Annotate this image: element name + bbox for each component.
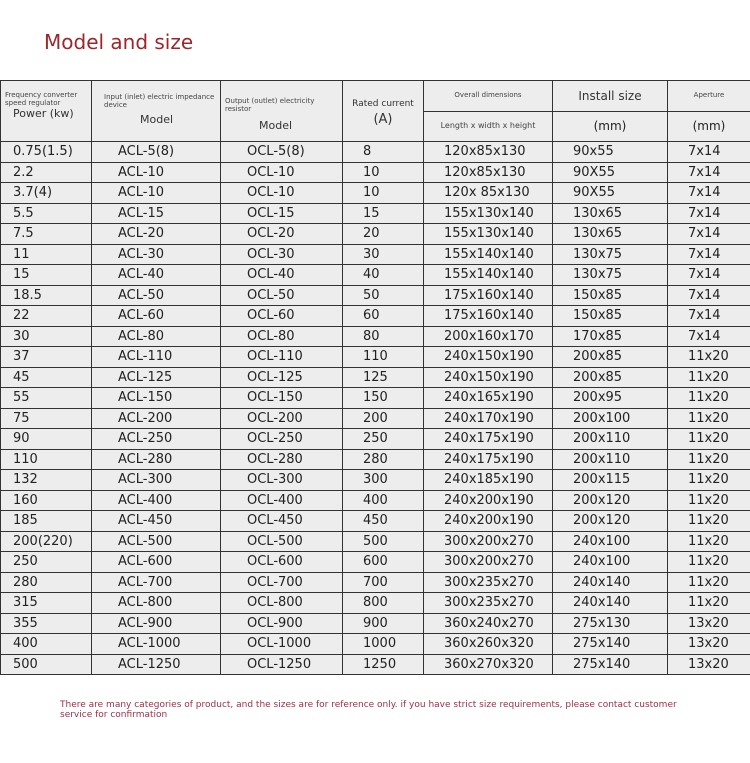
cell-rated-current: 30 [343,244,424,265]
cell-aperture: 11x20 [668,429,750,450]
cell-ocl-model: OCL-500 [221,531,343,552]
cell-ocl-model: OCL-400 [221,490,343,511]
cell-power: 0.75(1.5) [1,142,92,163]
table-row [1,388,750,409]
cell-rated-current: 450 [343,511,424,532]
cell-ocl-model: OCL-40 [221,265,343,286]
cell-rated-current: 600 [343,552,424,573]
cell-acl-model: ACL-50 [92,285,221,306]
header-power-desc: Frequency converter speed regulator [5,91,78,107]
table-row [1,183,750,204]
cell-ocl-model: OCL-150 [221,388,343,409]
cell-acl-model: ACL-800 [92,593,221,614]
cell-rated-current: 500 [343,531,424,552]
cell-power: 30 [1,326,92,347]
cell-dimensions: 120x85x130 [424,142,553,163]
cell-power: 7.5 [1,224,92,245]
cell-aperture: 7x14 [668,142,750,163]
cell-acl-model: ACL-250 [92,429,221,450]
cell-acl-model: ACL-300 [92,470,221,491]
cell-dimensions: 300x200x270 [424,552,553,573]
cell-install-size: 200x85 [553,347,668,368]
header-aperture-unit: (mm) [668,111,750,142]
table-row [1,203,750,224]
cell-power: 132 [1,470,92,491]
cell-acl-model: ACL-20 [92,224,221,245]
cell-rated-current: 300 [343,470,424,491]
cell-ocl-model: OCL-60 [221,306,343,327]
cell-acl-model: ACL-600 [92,552,221,573]
cell-power: 11 [1,244,92,265]
cell-dimensions: 120x85x130 [424,162,553,183]
cell-install-size: 90X55 [553,162,668,183]
cell-acl-model: ACL-10 [92,183,221,204]
cell-ocl-model: OCL-900 [221,613,343,634]
cell-install-size: 130x65 [553,203,668,224]
cell-rated-current: 1000 [343,634,424,655]
table-row [1,470,750,491]
table-row [1,326,750,347]
cell-rated-current: 400 [343,490,424,511]
cell-acl-model: ACL-30 [92,244,221,265]
cell-acl-model: ACL-1000 [92,634,221,655]
cell-dimensions: 360x240x270 [424,613,553,634]
model-size-table [0,80,750,675]
table-row [1,347,750,368]
header-dims: Overall dimensions [424,81,553,112]
cell-power: 90 [1,429,92,450]
cell-power: 15 [1,265,92,286]
cell-ocl-model: OCL-110 [221,347,343,368]
cell-power: 37 [1,347,92,368]
header-current [343,81,424,142]
cell-dimensions: 240x175x190 [424,449,553,470]
table-row [1,367,750,388]
cell-rated-current: 280 [343,449,424,470]
cell-install-size: 200x110 [553,449,668,470]
cell-rated-current: 15 [343,203,424,224]
table-row [1,552,750,573]
cell-power: 18.5 [1,285,92,306]
cell-power: 355 [1,613,92,634]
cell-ocl-model: OCL-1250 [221,654,343,675]
cell-ocl-model: OCL-125 [221,367,343,388]
table-row [1,511,750,532]
cell-aperture: 7x14 [668,162,750,183]
cell-aperture: 7x14 [668,306,750,327]
cell-rated-current: 8 [343,142,424,163]
cell-dimensions: 300x235x270 [424,593,553,614]
cell-aperture: 11x20 [668,449,750,470]
cell-ocl-model: OCL-600 [221,552,343,573]
header-current-label: Rated current [352,99,414,109]
cell-ocl-model: OCL-300 [221,470,343,491]
cell-aperture: 11x20 [668,470,750,491]
cell-acl-model: ACL-400 [92,490,221,511]
cell-aperture: 11x20 [668,511,750,532]
table-row [1,162,750,183]
table-row [1,285,750,306]
cell-acl-model: ACL-450 [92,511,221,532]
table-row [1,449,750,470]
cell-rated-current: 10 [343,183,424,204]
cell-power: 400 [1,634,92,655]
table-row [1,634,750,655]
cell-rated-current: 200 [343,408,424,429]
header-install: Install size [553,81,668,112]
cell-install-size: 130x75 [553,265,668,286]
cell-install-size: 170x85 [553,326,668,347]
cell-rated-current: 800 [343,593,424,614]
cell-install-size: 130x65 [553,224,668,245]
cell-install-size: 200x120 [553,511,668,532]
cell-aperture: 11x20 [668,552,750,573]
cell-install-size: 200x120 [553,490,668,511]
table-row [1,142,750,163]
cell-acl-model: ACL-110 [92,347,221,368]
cell-acl-model: ACL-200 [92,408,221,429]
cell-power: 500 [1,654,92,675]
cell-rated-current: 10 [343,162,424,183]
cell-dimensions: 155x130x140 [424,203,553,224]
page-title: Model and size [44,30,194,54]
cell-install-size: 275x140 [553,634,668,655]
cell-rated-current: 700 [343,572,424,593]
cell-acl-model: ACL-40 [92,265,221,286]
cell-acl-model: ACL-500 [92,531,221,552]
cell-aperture: 11x20 [668,347,750,368]
cell-install-size: 200x95 [553,388,668,409]
cell-ocl-model: OCL-250 [221,429,343,450]
cell-dimensions: 240x185x190 [424,470,553,491]
cell-acl-model: ACL-125 [92,367,221,388]
cell-aperture: 7x14 [668,203,750,224]
header-dims-sub: Length x width x height [424,111,553,142]
cell-power: 22 [1,306,92,327]
cell-dimensions: 240x150x190 [424,367,553,388]
cell-aperture: 13x20 [668,654,750,675]
cell-install-size: 90X55 [553,183,668,204]
cell-ocl-model: OCL-50 [221,285,343,306]
cell-rated-current: 110 [343,347,424,368]
cell-dimensions: 175x160x140 [424,285,553,306]
cell-install-size: 90x55 [553,142,668,163]
cell-acl-model: ACL-80 [92,326,221,347]
cell-acl-model: ACL-10 [92,162,221,183]
cell-power: 185 [1,511,92,532]
cell-install-size: 200x110 [553,429,668,450]
cell-rated-current: 20 [343,224,424,245]
cell-ocl-model: OCL-10 [221,162,343,183]
cell-power: 3.7(4) [1,183,92,204]
header-power [1,81,92,142]
header-acl-label: Model [140,113,174,126]
header-install-unit: (mm) [553,111,668,142]
cell-acl-model: ACL-900 [92,613,221,634]
cell-power: 45 [1,367,92,388]
cell-power: 250 [1,552,92,573]
cell-power: 2.2 [1,162,92,183]
table-row [1,654,750,675]
cell-aperture: 11x20 [668,388,750,409]
table-row [1,572,750,593]
cell-rated-current: 40 [343,265,424,286]
cell-power: 315 [1,593,92,614]
disclaimer-note: There are many categories of product, and the sizes are for reference only. if you have strict size requirements, please contact customer service for confirmation [60,700,677,720]
cell-acl-model: ACL-700 [92,572,221,593]
cell-install-size: 275x140 [553,654,668,675]
cell-install-size: 275x130 [553,613,668,634]
cell-aperture: 7x14 [668,285,750,306]
table-row [1,490,750,511]
cell-dimensions: 240x165x190 [424,388,553,409]
cell-aperture: 7x14 [668,265,750,286]
header-acl-desc: Input (inlet) electric impedance device [104,93,215,109]
cell-aperture: 7x14 [668,183,750,204]
header-ocl [221,81,343,142]
table-row [1,306,750,327]
table-row [1,244,750,265]
cell-ocl-model: OCL-15 [221,203,343,224]
cell-dimensions: 240x150x190 [424,347,553,368]
cell-install-size: 240x140 [553,593,668,614]
cell-install-size: 200x115 [553,470,668,491]
cell-dimensions: 240x170x190 [424,408,553,429]
cell-power: 5.5 [1,203,92,224]
cell-power: 200(220) [1,531,92,552]
table-row [1,613,750,634]
cell-dimensions: 360x270x320 [424,654,553,675]
cell-aperture: 7x14 [668,326,750,347]
cell-ocl-model: OCL-30 [221,244,343,265]
cell-dimensions: 175x160x140 [424,306,553,327]
table-row [1,531,750,552]
cell-dimensions: 240x175x190 [424,429,553,450]
cell-install-size: 200x100 [553,408,668,429]
cell-rated-current: 900 [343,613,424,634]
cell-dimensions: 155x130x140 [424,224,553,245]
cell-rated-current: 150 [343,388,424,409]
cell-dimensions: 240x200x190 [424,511,553,532]
header-aperture: Aperture [668,81,750,112]
header-power-label: Power (kw) [13,107,74,120]
cell-dimensions: 300x235x270 [424,572,553,593]
cell-acl-model: ACL-5(8) [92,142,221,163]
table-row [1,265,750,286]
cell-acl-model: ACL-280 [92,449,221,470]
cell-rated-current: 125 [343,367,424,388]
cell-power: 55 [1,388,92,409]
cell-ocl-model: OCL-450 [221,511,343,532]
header-acl [92,81,221,142]
cell-aperture: 11x20 [668,593,750,614]
cell-aperture: 11x20 [668,572,750,593]
cell-aperture: 13x20 [668,613,750,634]
cell-dimensions: 360x260x320 [424,634,553,655]
cell-aperture: 11x20 [668,531,750,552]
cell-install-size: 240x100 [553,531,668,552]
cell-rated-current: 60 [343,306,424,327]
cell-dimensions: 200x160x170 [424,326,553,347]
cell-rated-current: 1250 [343,654,424,675]
cell-ocl-model: OCL-1000 [221,634,343,655]
table-row [1,224,750,245]
cell-ocl-model: OCL-800 [221,593,343,614]
cell-power: 280 [1,572,92,593]
cell-rated-current: 50 [343,285,424,306]
cell-ocl-model: OCL-5(8) [221,142,343,163]
cell-dimensions: 120x 85x130 [424,183,553,204]
cell-dimensions: 240x200x190 [424,490,553,511]
cell-aperture: 11x20 [668,408,750,429]
header-ocl-label: Model [259,119,293,132]
cell-power: 75 [1,408,92,429]
cell-acl-model: ACL-150 [92,388,221,409]
cell-install-size: 240x140 [553,572,668,593]
header-current-unit: (A) [373,112,393,127]
cell-install-size: 200x85 [553,367,668,388]
cell-dimensions: 300x200x270 [424,531,553,552]
cell-rated-current: 80 [343,326,424,347]
cell-install-size: 130x75 [553,244,668,265]
cell-dimensions: 155x140x140 [424,265,553,286]
cell-install-size: 150x85 [553,285,668,306]
cell-acl-model: ACL-60 [92,306,221,327]
cell-aperture: 7x14 [668,244,750,265]
cell-power: 160 [1,490,92,511]
cell-ocl-model: OCL-200 [221,408,343,429]
table-row [1,408,750,429]
cell-aperture: 13x20 [668,634,750,655]
cell-acl-model: ACL-15 [92,203,221,224]
table-row [1,593,750,614]
cell-aperture: 11x20 [668,367,750,388]
cell-acl-model: ACL-1250 [92,654,221,675]
cell-ocl-model: OCL-20 [221,224,343,245]
cell-power: 110 [1,449,92,470]
cell-ocl-model: OCL-700 [221,572,343,593]
cell-ocl-model: OCL-280 [221,449,343,470]
cell-dimensions: 155x140x140 [424,244,553,265]
cell-ocl-model: OCL-80 [221,326,343,347]
cell-ocl-model: OCL-10 [221,183,343,204]
table-row [1,429,750,450]
cell-aperture: 11x20 [668,490,750,511]
header-ocl-desc: Output (outlet) electricity resistor [225,97,315,113]
cell-install-size: 240x100 [553,552,668,573]
cell-rated-current: 250 [343,429,424,450]
cell-install-size: 150x85 [553,306,668,327]
cell-aperture: 7x14 [668,224,750,245]
